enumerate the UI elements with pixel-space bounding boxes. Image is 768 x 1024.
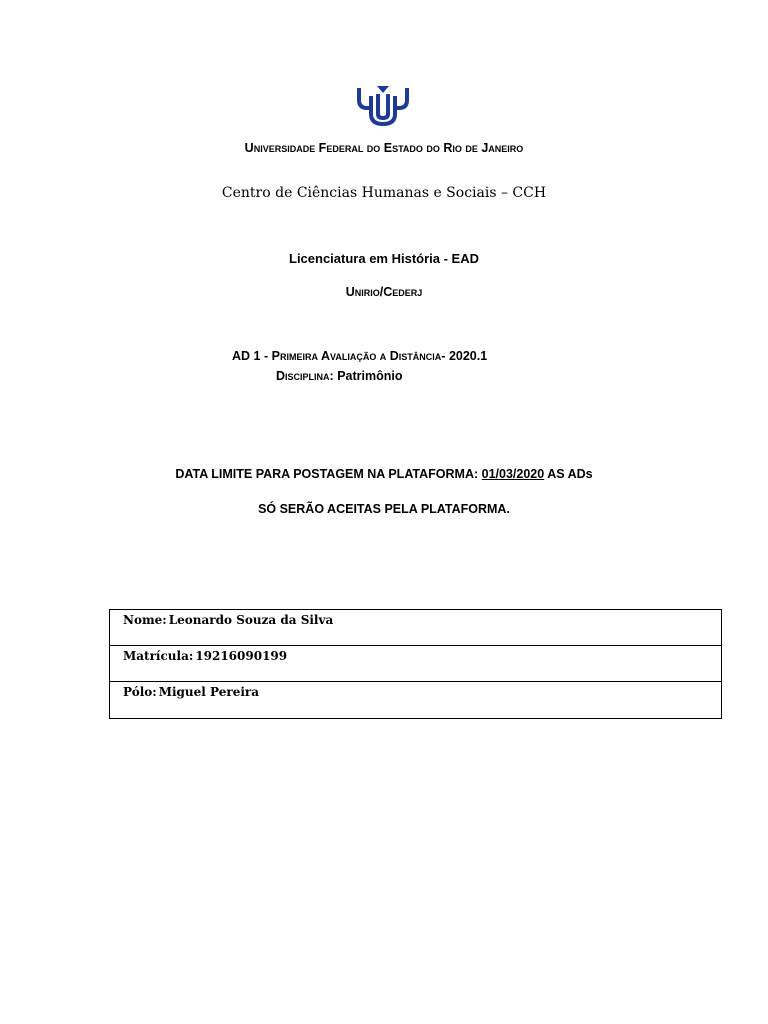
assessment-code: AD 1 - — [232, 349, 269, 363]
student-id-label: Matrícula: — [123, 649, 194, 663]
student-pole-value: Miguel Pereira — [158, 685, 259, 699]
course-name: Licenciatura em História - EAD — [289, 251, 479, 266]
student-id-value: 19216090199 — [195, 649, 288, 663]
deadline-notice — [0, 467, 768, 481]
deadline-notice-line2: SÓ SERÃO ACEITAS PELA PLATAFORMA. — [258, 502, 510, 516]
discipline-label: Disciplina: — [276, 369, 334, 383]
deadline-prefix: DATA LIMITE PARA POSTAGEM NA PLATAFORMA: — [175, 467, 479, 481]
student-name-value: Leonardo Souza da Silva — [168, 613, 334, 627]
discipline-value: Patrimônio — [337, 369, 403, 383]
student-info-table — [109, 609, 722, 719]
unirio-logo-icon — [355, 84, 411, 128]
university-name: Universidade Federal do Estado do Rio de Janeiro — [244, 141, 524, 155]
center-name: Centro de Ciências Humanas e Sociais – CCH — [221, 185, 547, 201]
deadline-suffix: AS ADs — [547, 467, 593, 481]
institution-name: Unirio/Cederj — [345, 285, 423, 299]
student-id-row — [110, 646, 721, 682]
assessment-period: 2020.1 — [448, 349, 488, 363]
discipline-line — [276, 369, 402, 383]
deadline-date: 01/03/2020 — [481, 467, 545, 481]
student-name-label: Nome: — [123, 613, 167, 627]
student-name-row — [110, 610, 721, 646]
student-pole-label: Pólo: — [123, 685, 157, 699]
assessment-title — [232, 349, 487, 363]
assessment-name: Primeira Avaliação a Distância- — [271, 349, 446, 363]
student-pole-row — [110, 682, 721, 718]
